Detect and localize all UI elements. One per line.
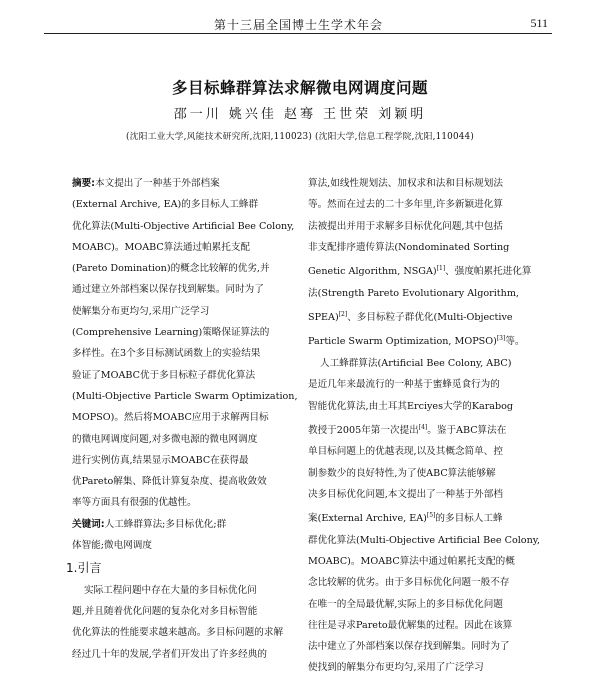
body-line: 使找到的解集分布更均匀,采用了广泛学习 bbox=[308, 662, 484, 674]
body-line: 等。然而在过去的二十多年里,许多新颖进化算 bbox=[308, 199, 503, 211]
body-line: Genetic Algorithm, NSGA)[1]、强度帕累托进化算 bbox=[308, 265, 532, 278]
intro-line: 题,并且随着优化问题的复杂化对多目标智能 bbox=[72, 605, 258, 617]
abstract-line: (Multi-Objective Particle Swarm Optimization, bbox=[72, 390, 298, 402]
paper-authors: 邵一川 姚兴佳 赵骞 王世荣 刘颖明 bbox=[173, 107, 427, 122]
body-line: 人工蜂群算法(Artificial Bee Colony, ABC) bbox=[320, 357, 512, 369]
body-line: 是近几年来最流行的一种基于蜜蜂觅食行为的 bbox=[308, 379, 500, 391]
body-line: 念比较解的优劣。由于多目标优化问题一般不存 bbox=[308, 577, 510, 589]
body-line: 法(Strength Pareto Evolutionary Algorithm, bbox=[308, 287, 519, 299]
keywords-label: 关键词: bbox=[72, 518, 105, 530]
abstract-line: 多样性。在3个多目标测试函数上的实验结果 bbox=[72, 348, 261, 360]
abstract-line: (External Archive, EA)的多目标人工蜂群 bbox=[72, 199, 259, 211]
citation: [3] bbox=[496, 335, 506, 343]
page-number: 511 bbox=[530, 16, 548, 30]
conference-name: 第十三届全国博士生学术年会 bbox=[214, 18, 384, 32]
citation: [2] bbox=[338, 310, 348, 318]
citation: [4] bbox=[418, 423, 428, 431]
citation: [1] bbox=[436, 265, 446, 273]
abstract-line: 验证了MOABC优于多目标粒子群优化算法 bbox=[72, 369, 256, 381]
body-line: 案(External Archive, EA)[5]的多目标人工蜂 bbox=[308, 512, 503, 525]
body-line: Particle Swarm Optimization, MOPSO)[3]等。 bbox=[308, 335, 525, 348]
abstract-line: 的微电网调度问题,对多微电源的微电网调度 bbox=[72, 433, 258, 445]
abstract-line: 率等方面具有很强的优越性。 bbox=[72, 497, 197, 509]
abstract-line: (Comprehensive Learning)策略保证算法的 bbox=[72, 327, 270, 339]
abstract-label: 摘要: bbox=[72, 178, 96, 189]
body-line: 制参数少的良好特性,为了使ABC算法能够解 bbox=[308, 467, 496, 479]
intro-line: 优化算法的性能要求越来越高。多目标问题的求解 bbox=[72, 627, 284, 639]
body-line: 算法,如线性规划法、加权求和法和目标规划法 bbox=[308, 178, 503, 189]
body-line: 法中建立了外部档案以保存找到解集。同时为了 bbox=[308, 641, 510, 653]
citation: [5] bbox=[426, 512, 436, 520]
intro-line: 实际工程问题中存在大量的多目标优化问 bbox=[84, 584, 257, 596]
abstract-line: 使解集分布更均匀,采用广泛学习 bbox=[72, 305, 210, 317]
keywords-line: 关键词:人工蜂群算法;多目标优化;群 bbox=[72, 518, 227, 530]
abstract-line: 摘要:本文提出了一种基于外部档案 bbox=[72, 178, 220, 189]
body-line: 智能优化算法,由土耳其Erciyes大学的Karabog bbox=[308, 400, 514, 412]
body-line: 法被提出并用于求解多目标优化问题,其中包括 bbox=[308, 220, 503, 232]
abstract-line: 通过建立外部档案以保存找到解集。同时为了 bbox=[72, 284, 264, 296]
right-column bbox=[308, 173, 540, 679]
body-line: 非支配排序遗传算法(Nondominated Sorting bbox=[308, 241, 510, 253]
body-line: 教授于2005年第一次提出[4]。鉴于ABC算法在 bbox=[308, 423, 507, 437]
body-line: 在唯一的全局最优解,实际上的多目标优化问题 bbox=[308, 598, 503, 610]
abstract-line: MOPSO)。然后将MOABC应用于求解两目标 bbox=[72, 412, 269, 424]
section-heading-intro: 1.引言 bbox=[66, 561, 102, 576]
paper-title: 多目标蜂群算法求解微电网调度问题 bbox=[171, 79, 428, 97]
abstract-line: 优化算法(Multi-Objective Artificial Bee Colony, bbox=[72, 220, 295, 232]
keywords-line: 体智能;微电网调度 bbox=[72, 540, 152, 552]
abstract-line: 进行实例仿真,结果显示MOABC在获得最 bbox=[72, 454, 249, 466]
body-line: 群优化算法(Multi-Objective Artificial Bee Colony, bbox=[308, 534, 540, 546]
body-line: 决多目标优化问题,本文提出了一种基于外部档 bbox=[308, 488, 503, 500]
abstract-line: (Pareto Domination)的概念比较解的优劣,并 bbox=[72, 263, 270, 275]
body-line: 单目标问题上的优越表现,以及其概念简单、控 bbox=[308, 446, 503, 458]
left-column bbox=[66, 173, 304, 665]
body-line: SPEA)[2]、多目标粒子群优化(Multi-Objective bbox=[308, 310, 513, 324]
intro-line: 经过几十年的发展,学者们开发出了许多经典的 bbox=[72, 648, 267, 660]
body-line: MOABC)。MOABC算法中通过帕累托支配的概 bbox=[308, 555, 515, 567]
body-line: 往往是寻求Pareto最优解集的过程。因此在该算 bbox=[308, 619, 513, 631]
paper-affiliation: (沈阳工业大学,风能技术研究所,沈阳,110023) (沈阳大学,信息工程学院,沈阳,110044) bbox=[126, 132, 474, 142]
abstract-line: MOABC)。MOABC算法通过帕累托支配 bbox=[72, 241, 251, 253]
running-header bbox=[44, 14, 552, 34]
abstract-line: 优Pareto解集、降低计算复杂度、提高收敛效 bbox=[72, 476, 267, 488]
